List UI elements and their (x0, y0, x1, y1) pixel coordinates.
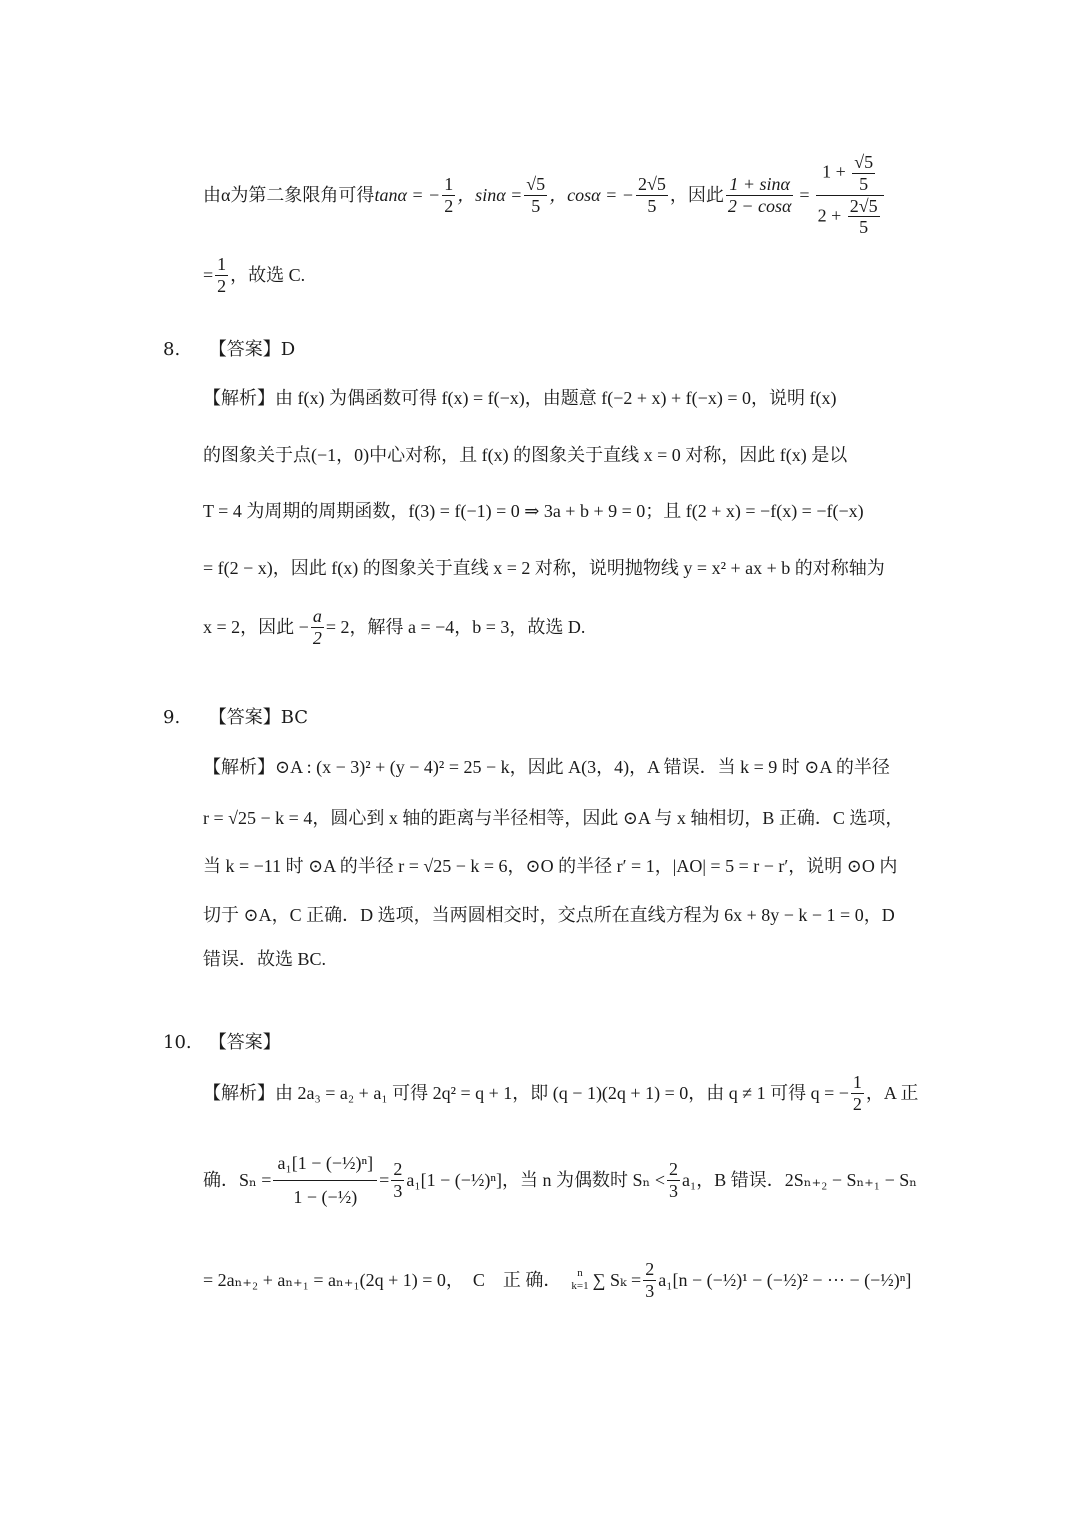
q7-big-den-a: 2 + (817, 204, 842, 225)
q8-line-2 (203, 446, 847, 464)
q10-sn-den: 1 − (−½) (293, 1186, 358, 1207)
q9-line-5 (203, 950, 326, 968)
q10-l1-frac (851, 1072, 864, 1114)
q7-ratio-frac (726, 174, 794, 216)
q8-l5-suffix: = 2，解得 a = −4，b = 3，故选 D. (325, 617, 586, 637)
q7-big-denominator (816, 196, 884, 238)
q9-text-3: 当 k = −11 时 ⊙A 的半径 r = √25 − k = 6，⊙O 的半径 r′ = 1，|AO| = 5 = r − r′，说明 ⊙O 内 (203, 856, 898, 876)
q7-ratio-num: 1 + sinα (726, 174, 794, 196)
q9-answer-label: 【答案】 (208, 707, 281, 728)
q9-answer: BC (280, 707, 309, 728)
q8-l5-prefix: x = 2，因此 − (203, 617, 309, 637)
q7-l2-suffix: ，故选 C. (230, 265, 306, 285)
q10-line-3 (203, 1250, 911, 1310)
q10-sum-symbol (569, 1267, 590, 1292)
q8-text-3: T = 4 为周期的周期函数，f(3) = f(−1) = 0 ⇒ 3a + b + 9 = 0；且 f(2 + x) = −f(x) = −f(−x) (203, 501, 864, 521)
q9-answer-line (163, 709, 308, 727)
q10-l1-den: 2 (852, 1093, 862, 1114)
q8-answer: D (280, 339, 296, 360)
q10-line-2 (203, 1130, 917, 1230)
q7-big-num-b-num: √5 (854, 152, 874, 173)
q10-coef-frac (391, 1159, 404, 1201)
q10-sn-num: a₁[1 − (−½)ⁿ] (273, 1147, 377, 1181)
q7-tan-num: 1 (444, 173, 454, 194)
q9-text-4: 切于 ⊙A，C 正确．D 选项，当两圆相交时，交点所在直线方程为 6x + 8y − k − 1 = 0，D (203, 905, 895, 925)
q8-l5-frac (311, 606, 324, 648)
q10-c2-num: 2 (669, 1158, 678, 1179)
q8-answer-line (163, 341, 295, 359)
q8-l5-num: a (312, 605, 322, 626)
q7-tan-frac (442, 174, 455, 216)
q10-l1-text: 由 2a₃ = a₂ + a₁ 可得 2q² = q + 1，即 (q − 1)(2q + 1) = 0，由 q ≠ 1 可得 q = − (275, 1083, 849, 1103)
q9-line-2 (203, 809, 903, 827)
q10-coef-den: 3 (393, 1180, 403, 1201)
q10-sum-bot: k=1 (571, 1280, 589, 1292)
q10-l2-eq: = (379, 1170, 390, 1190)
q10-l2-mid: ，当 n 为偶数时 Sₙ < (502, 1170, 665, 1190)
q7-l2-den: 2 (217, 275, 227, 296)
q7-sin-frac (524, 174, 547, 216)
q7-big-den-b-den: 5 (859, 217, 869, 238)
q10-line-1 (203, 1068, 918, 1118)
q7-big-den-b-num: 2√5 (849, 195, 878, 216)
q10-l3-coef-den: 3 (645, 1280, 655, 1301)
q10-l2-prefix: 确．Sₙ = (203, 1170, 272, 1190)
q10-c2-den: 3 (669, 1180, 678, 1201)
q8-l5-den: 2 (312, 627, 322, 648)
q9-line-3 (203, 857, 897, 875)
q7-big-den-b (848, 196, 880, 238)
q8-answer-label: 【答案】 (208, 339, 281, 360)
q10-analysis-label: 【解析】 (203, 1083, 275, 1103)
q7-prefix: 由α为第二象限角可得 (203, 185, 375, 205)
q7-line-2 (203, 250, 305, 300)
q7-big-num-a: 1 + (822, 161, 846, 182)
q10-l1-num: 1 (852, 1071, 862, 1092)
q9-line-1 (203, 758, 890, 776)
q10-l3-text: = 2aₙ₊₂ + aₙ₊₁ = aₙ₊₁(2q + 1) = 0， C 正 确． (203, 1270, 562, 1290)
q10-answer-label: 【答案】 (208, 1032, 281, 1053)
q10-l3-coef-num: 2 (645, 1258, 655, 1279)
q7-sin-num: √5 (526, 173, 546, 194)
q7-l2-num: 1 (217, 253, 227, 274)
q8-line-3 (203, 502, 864, 520)
q8-line-1 (203, 389, 836, 407)
q7-cos-lhs: ，cosα = − (549, 185, 634, 205)
q10-sum-top: n (577, 1267, 583, 1280)
q7-cos-num: 2√5 (637, 173, 666, 194)
q7-l2-frac (215, 254, 228, 296)
q10-l3-coef-frac (643, 1259, 656, 1301)
q8-text-2: 的图象关于点(−1，0)中心对称，且 f(x) 的图象关于直线 x = 0 对称，因此 f(x) 是以 (203, 445, 848, 465)
q8-text-1: 由 f(x) 为偶函数可得 f(x) = f(−x)，由题意 f(−2 + x) + f(−x) = 0，说明 f(x) (275, 388, 837, 408)
q7-cos-frac (636, 174, 668, 216)
q10-l3-body: a₁[n − (−½)¹ − (−½)² − ··· − (−½)ⁿ] (658, 1270, 912, 1290)
q10-l2-tail: a₁，B 错误．2Sₙ₊₂ − Sₙ₊₁ − Sₙ (682, 1170, 918, 1190)
q7-tan-den: 2 (444, 195, 454, 216)
q8-line-5 (203, 602, 585, 652)
q7-sin-lhs: ，sinα = (457, 185, 523, 205)
q10-l1-suffix: ，A 正 (865, 1083, 919, 1103)
q9-text-1: ⊙A : (x − 3)² + (y − 4)² = 25 − k，因此 A(3，4)，A 错误．当 k = 9 时 ⊙A 的半径 (275, 757, 890, 777)
q7-therefore: ，因此 (669, 185, 724, 205)
q7-big-frac (816, 152, 884, 238)
q7-eq: = (799, 185, 810, 205)
q10-sum: ∑ Sₖ = (592, 1270, 642, 1290)
q7-ratio-den: 2 − cosα (727, 195, 792, 216)
q10-c2-frac (667, 1159, 680, 1201)
q9-text-2: r = √25 − k = 4，圆心到 x 轴的距离与半径相等，因此 ⊙A 与 x 轴相切，B 正确．C 选项， (203, 808, 904, 828)
q7-big-numerator (816, 152, 884, 195)
q7-l2-eq: = (203, 265, 214, 285)
q10-l2-body: a₁[1 − (−½)ⁿ] (406, 1170, 503, 1190)
q7-line-1 (203, 150, 886, 240)
q9-line-4 (203, 906, 895, 924)
q7-tan-lhs: tanα = − (374, 185, 441, 205)
q9-text-5: 错误．故选 BC. (203, 949, 327, 969)
q10-number: 10. (163, 1032, 192, 1053)
q8-text-4: = f(2 − x)，因此 f(x) 的图象关于直线 x = 2 对称，说明抛物线 y = x² + ax + b 的对称轴为 (203, 558, 885, 578)
q10-coef-num: 2 (393, 1158, 403, 1179)
q10-sn-frac (273, 1147, 377, 1213)
q7-cos-den: 5 (647, 195, 657, 216)
q7-big-num-b (852, 152, 875, 194)
q7-sin-den: 5 (531, 195, 541, 216)
q7-big-num-b-den: 5 (859, 173, 869, 194)
q8-number: 8. (163, 339, 181, 360)
q9-number: 9. (163, 707, 181, 728)
q8-line-4 (203, 559, 885, 577)
q9-analysis-label: 【解析】 (203, 757, 275, 777)
q8-analysis-label: 【解析】 (203, 388, 275, 408)
q10-answer-line (163, 1034, 281, 1052)
